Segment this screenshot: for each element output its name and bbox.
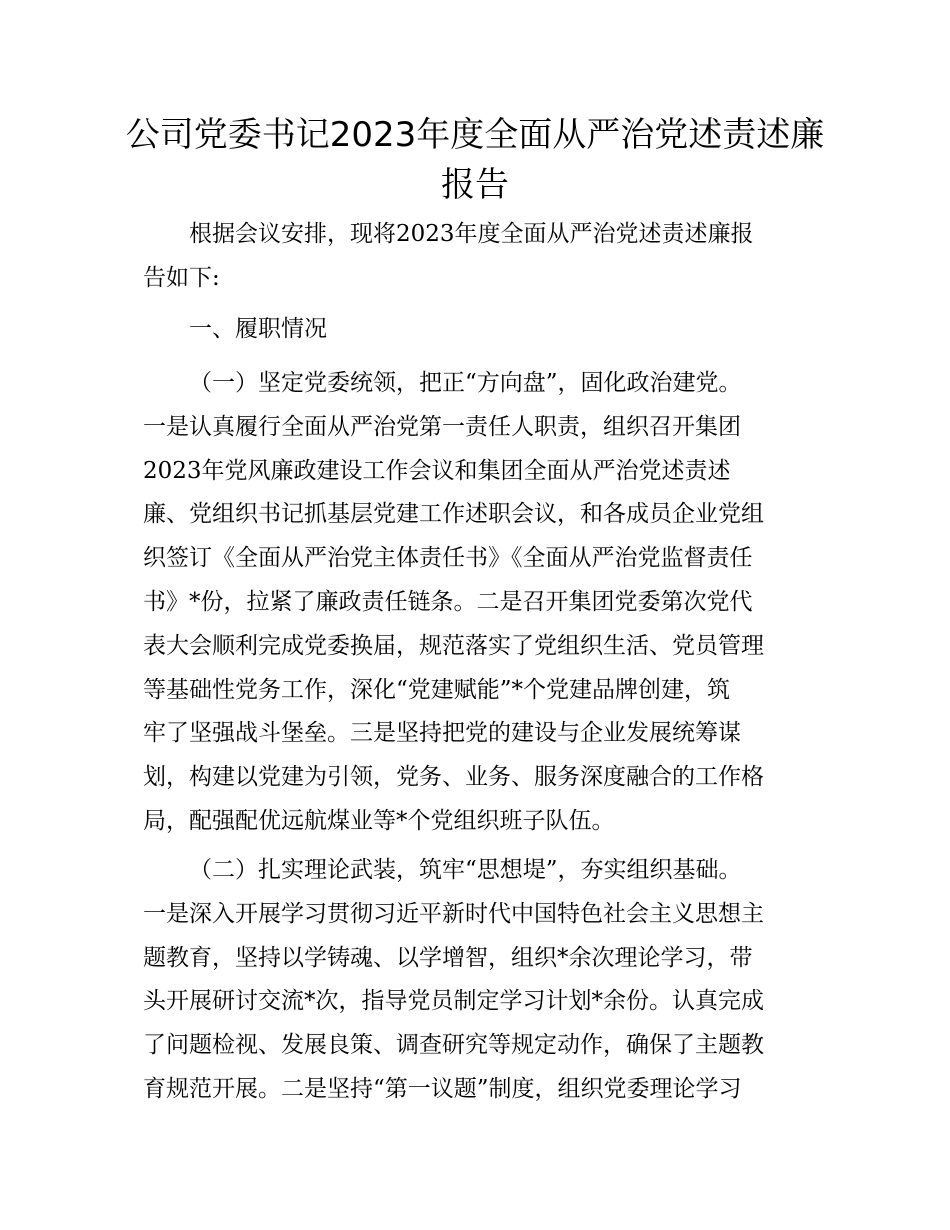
text-line: 局，配强配优远航煤业等*个党组织班子队伍。 — [143, 807, 615, 834]
text-line: 告如下: — [143, 264, 220, 291]
text-line: 牢了坚强战斗堡垒。三是坚持把党的建设与企业发展统筹谋 — [143, 720, 741, 747]
section-1-heading: 一、履职情况 — [189, 316, 327, 342]
text-line: 一是认真履行全面从严治党第一责任人职责，组织召开集团 — [143, 413, 741, 440]
paragraph-1 — [143, 362, 810, 844]
text-line: 2023年党风廉政建设工作会议和集团全面从严治党述责述 — [143, 457, 731, 484]
document-title — [120, 110, 830, 210]
text-line: 书》*份，拉紧了廉政责任链条。二是召开集团党委第次党代 — [143, 588, 753, 615]
text-line: 等基础性党务工作，深化“党建赋能”*个党建品牌创建，筑 — [143, 676, 731, 703]
text-line: 根据会议安排，现将2023年度全面从严治党述责述廉报 — [189, 221, 754, 247]
text-line: （一）坚定党委统领，把正“方向盘”，固化政治建党。 — [189, 370, 742, 396]
text-line: 头开展研讨交流*次，指导党员制定学习计划*余份。认真完成 — [143, 988, 764, 1015]
text-line: 划，构建以党建为引领，党务、业务、服务深度融合的工作格 — [143, 764, 764, 791]
intro-paragraph — [143, 213, 810, 301]
paragraph-2 — [143, 849, 810, 1112]
section-heading — [143, 308, 810, 352]
text-line: 题教育，坚持以学铸魂、以学增智，组织*余次理论学习，带 — [143, 944, 753, 971]
text-line: 织签订《全面从严治党主体责任书》《全面从严治党监督责任 — [143, 545, 753, 572]
title-line-2: 报告 — [441, 165, 509, 205]
text-line: （二）扎实理论武装，筑牢“思想堤”，夯实组织基础。 — [189, 857, 742, 883]
title-line-1: 公司党委书记2023年度全面从严治党述责述廉 — [125, 115, 825, 155]
text-line: 育规范开展。二是坚持“第一议题”制度，组织党委理论学习 — [143, 1075, 742, 1102]
text-line: 一是深入开展学习贯彻习近平新时代中国特色社会主义思想主 — [143, 900, 764, 927]
text-line: 廉、党组织书记抓基层党建工作述职会议，和各成员企业党组 — [143, 501, 764, 528]
text-line: 了问题检视、发展良策、调查研究等规定动作，确保了主题教 — [143, 1032, 764, 1059]
text-line: 表大会顺利完成党委换届，规范落实了党组织生活、党员管理 — [143, 632, 764, 659]
